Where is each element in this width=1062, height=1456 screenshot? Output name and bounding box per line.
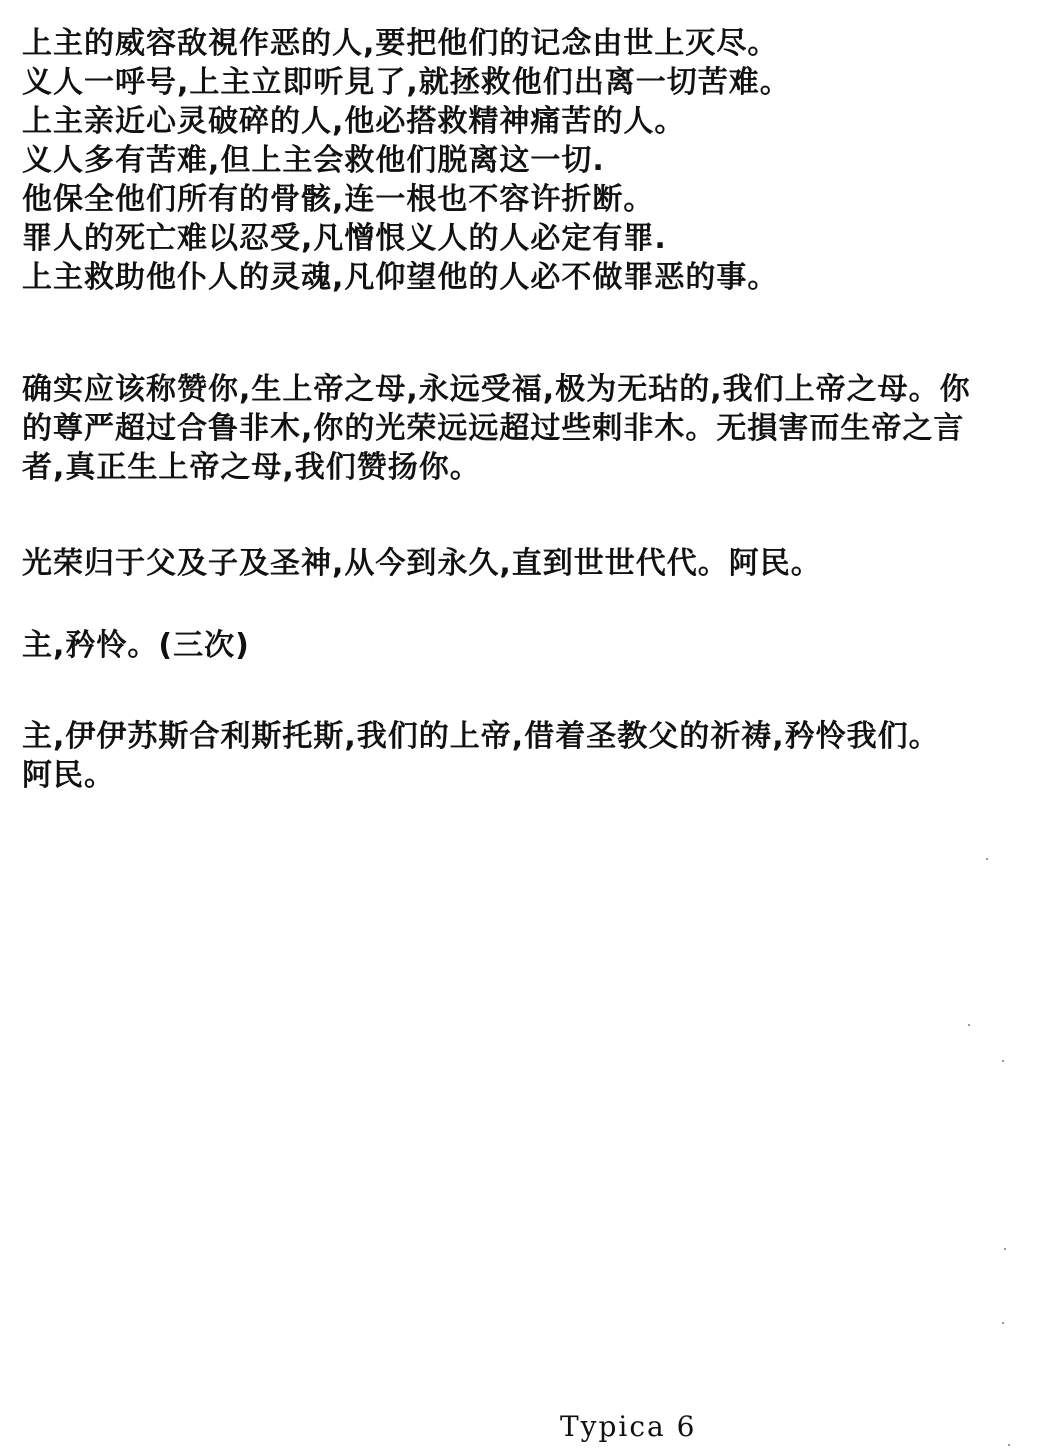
text-line: 上主救助他仆人的灵魂,凡仰望他的人必不做罪恶的事。 [22, 260, 779, 295]
text-line: 义人一呼号,上主立即听見了,就拯救他们出离一切苦难。 [22, 65, 791, 100]
text-line: 主,伊伊苏斯合利斯托斯,我们的上帝,借着圣教父的祈祷,矜怜我们。 [22, 719, 940, 754]
page-label: Typica 6 [560, 1410, 697, 1443]
text-line: 的尊严超过合鲁非木,你的光荣远远超过些剌非木。无損害而生帝之言 [22, 411, 965, 446]
scan-speck [986, 858, 988, 860]
text-line: 上主亲近心灵破碎的人,他必搭救精神痛苦的人。 [22, 104, 686, 139]
text-line: 确实应该称赞你,生上帝之母,永远受福,极为无玷的,我们上帝之母。你 [22, 372, 971, 407]
text-line: 光荣归于父及子及圣神,从今到永久,直到世世代代。阿民。 [22, 546, 822, 581]
psalm-stanza [22, 24, 1042, 297]
text-line: 义人多有苦难,但上主会救他们脱离这一切. [22, 143, 605, 178]
dismissal-stanza [22, 717, 1042, 795]
scan-speck [1008, 1444, 1010, 1446]
scan-speck [1004, 1248, 1006, 1250]
doxology-stanza [22, 544, 1042, 583]
text-line: 主,矜怜。(三次) [22, 628, 250, 663]
hymn-stanza [22, 370, 1042, 487]
text-line: 罪人的死亡难以忍受,凡憎恨义人的人必定有罪. [22, 221, 667, 256]
text-line: 者,真正生上帝之母,我们赞扬你。 [22, 450, 481, 485]
text-line: 他保全他们所有的骨骸,连一根也不容许折断。 [22, 182, 655, 217]
text-line: 阿民。 [22, 758, 115, 793]
scan-speck [1002, 1322, 1004, 1324]
scan-speck [968, 1024, 970, 1026]
text-line: 上主的威容敌視作恶的人,要把他们的记念由世上灭尽。 [22, 26, 779, 61]
kyrie-stanza [22, 626, 1042, 665]
scan-speck [1002, 1060, 1004, 1062]
